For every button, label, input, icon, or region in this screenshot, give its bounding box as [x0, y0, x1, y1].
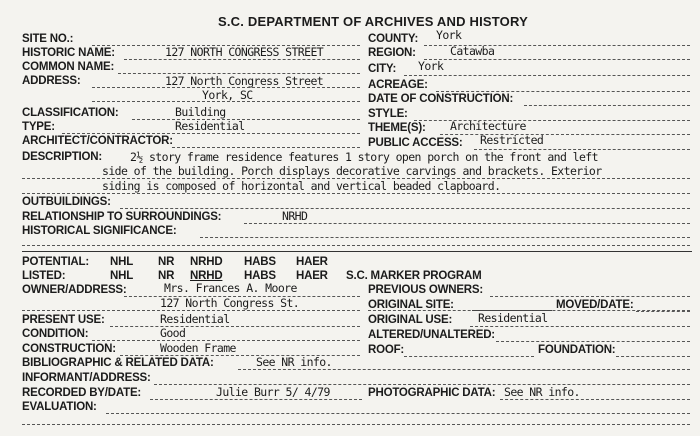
date-of-construction-line	[524, 105, 690, 106]
bibliographic-label: BIBLIOGRAPHIC & RELATED DATA:	[22, 357, 214, 369]
theme-value: Architecture	[450, 119, 526, 133]
photographic-line	[500, 399, 690, 400]
previous-owners-line	[490, 296, 690, 297]
present-use-line	[110, 326, 360, 327]
description-line2: side of the building. Porch displays decorative carvings and brackets. Exterior	[102, 164, 602, 178]
address-line	[92, 87, 360, 88]
description-line1: 2½ story frame residence features 1 story open porch on the front and left	[130, 150, 598, 164]
historical-significance-line	[200, 237, 690, 238]
foundation-line	[616, 356, 690, 357]
address-line-2	[92, 101, 360, 102]
listed-nr: NR	[158, 270, 175, 282]
present-use-value: Residential	[160, 312, 230, 326]
photographic-value: See NR info.	[504, 385, 580, 399]
construction-label: CONSTRUCTION:	[22, 343, 116, 355]
foundation-label: FOUNDATION:	[538, 344, 616, 356]
listed-habs: HABS	[244, 270, 276, 282]
common-name-label: COMMON NAME:	[22, 61, 115, 73]
moved-date-label: MOVED/DATE:	[556, 299, 634, 311]
relationship-value: NRHD	[282, 209, 308, 223]
marker-program-label: S.C. MARKER PROGRAM	[346, 270, 482, 282]
previous-owners-label: PREVIOUS OWNERS:	[368, 284, 484, 296]
city-value: York	[418, 59, 444, 73]
type-label: TYPE:	[22, 121, 55, 133]
description-label: DESCRIPTION:	[22, 151, 103, 163]
condition-label: CONDITION:	[22, 328, 89, 340]
potential-haer: HAER	[296, 256, 328, 268]
architect-label: ARCHITECT/CONTRACTOR:	[22, 135, 173, 147]
county-value: York	[436, 28, 462, 42]
bibliographic-value: See NR info.	[256, 355, 332, 369]
owner-value-line1: Mrs. Frances A. Moore	[164, 281, 297, 295]
condition-value: Good	[160, 326, 186, 340]
historic-name-label: HISTORIC NAME:	[22, 47, 115, 59]
owner-value-line2: 127 North Congress St.	[160, 296, 300, 310]
listed-label: LISTED:	[22, 270, 66, 282]
form-title: S.C. DEPARTMENT OF ARCHIVES AND HISTORY	[218, 14, 528, 29]
region-line	[424, 59, 690, 60]
listed-haer: HAER	[296, 270, 328, 282]
architect-line	[172, 147, 360, 148]
informant-label: INFORMANT/ADDRESS:	[22, 372, 151, 384]
potential-nhl: NHL	[110, 256, 134, 268]
acreage-label: ACREAGE:	[368, 79, 428, 91]
description-rule-2	[22, 193, 690, 194]
historic-name-value: 127 NORTH CONGRESS STREET	[165, 45, 324, 59]
bibliographic-line	[238, 369, 690, 370]
theme-label: THEME(S):	[368, 122, 426, 134]
present-use-label: PRESENT USE:	[22, 314, 105, 326]
evaluation-label: EVALUATION:	[22, 401, 97, 413]
address-label: ADDRESS:	[22, 75, 81, 87]
historical-significance-label: HISTORICAL SIGNIFICANCE:	[22, 225, 177, 237]
section-divider	[22, 251, 692, 252]
classification-value: Building	[175, 105, 226, 119]
photographic-label: PHOTOGRAPHIC DATA:	[368, 387, 496, 399]
original-use-value: Residential	[478, 311, 548, 325]
altered-line	[496, 341, 690, 342]
city-label: CITY:	[368, 63, 397, 75]
description-line3: siding is composed of horizontal and vertical beaded clapboard.	[102, 179, 501, 193]
classification-label: CLASSIFICATION:	[22, 107, 119, 119]
original-site-label: ORIGINAL SITE:	[368, 299, 454, 311]
outbuildings-label: OUTBUILDINGS:	[22, 196, 111, 208]
region-label: REGION:	[368, 47, 416, 59]
recorded-by-label: RECORDED BY/DATE:	[22, 387, 142, 399]
type-line	[62, 133, 360, 134]
style-label: STYLE:	[368, 108, 408, 120]
public-access-label: PUBLIC ACCESS:	[368, 137, 463, 149]
relationship-label: RELATIONSHIP TO SURROUNDINGS:	[22, 211, 222, 223]
potential-nr: NR	[158, 256, 175, 268]
outbuildings-line	[120, 208, 690, 209]
site-no-label: SITE NO.:	[22, 33, 74, 45]
evaluation-line	[106, 413, 690, 414]
construction-value: Wooden Frame	[160, 341, 236, 355]
listed-nrhd: NRHD	[190, 270, 223, 282]
owner-line-2	[22, 310, 360, 311]
evaluation-line-2	[22, 424, 690, 425]
owner-line	[124, 296, 360, 297]
potential-label: POTENTIAL:	[22, 256, 89, 268]
date-of-construction-label: DATE OF CONSTRUCTION:	[368, 93, 514, 105]
classification-line	[132, 119, 360, 120]
original-use-label: ORIGINAL USE:	[368, 314, 453, 326]
region-value: Catawba	[450, 44, 495, 58]
potential-nrhd: NRHD	[190, 256, 223, 268]
moved-date-line	[636, 311, 690, 312]
listed-nhl: NHL	[110, 270, 134, 282]
public-access-value: Restricted	[480, 133, 544, 147]
description-rule-1	[22, 178, 690, 179]
owner-address-label: OWNER/ADDRESS:	[22, 284, 127, 296]
theme-line	[440, 134, 690, 135]
original-use-line	[470, 326, 690, 327]
altered-label: ALTERED/UNALTERED:	[368, 329, 495, 341]
potential-habs: HABS	[244, 256, 276, 268]
recorded-by-value: Julie Burr 5/ 4/79	[216, 385, 330, 399]
type-value: Residential	[175, 119, 245, 133]
city-line	[404, 75, 690, 76]
roof-line	[404, 356, 534, 357]
historic-name-line	[124, 59, 360, 60]
recorded-by-line	[150, 399, 362, 400]
address-value-line1: 127 North Congress Street	[165, 74, 324, 88]
county-label: COUNTY:	[368, 33, 419, 45]
blank-rule	[22, 245, 690, 246]
roof-label: ROOF:	[368, 344, 405, 356]
address-value-line2: York, SC	[202, 88, 253, 102]
acreage-line	[436, 91, 690, 92]
relationship-line	[244, 223, 690, 224]
